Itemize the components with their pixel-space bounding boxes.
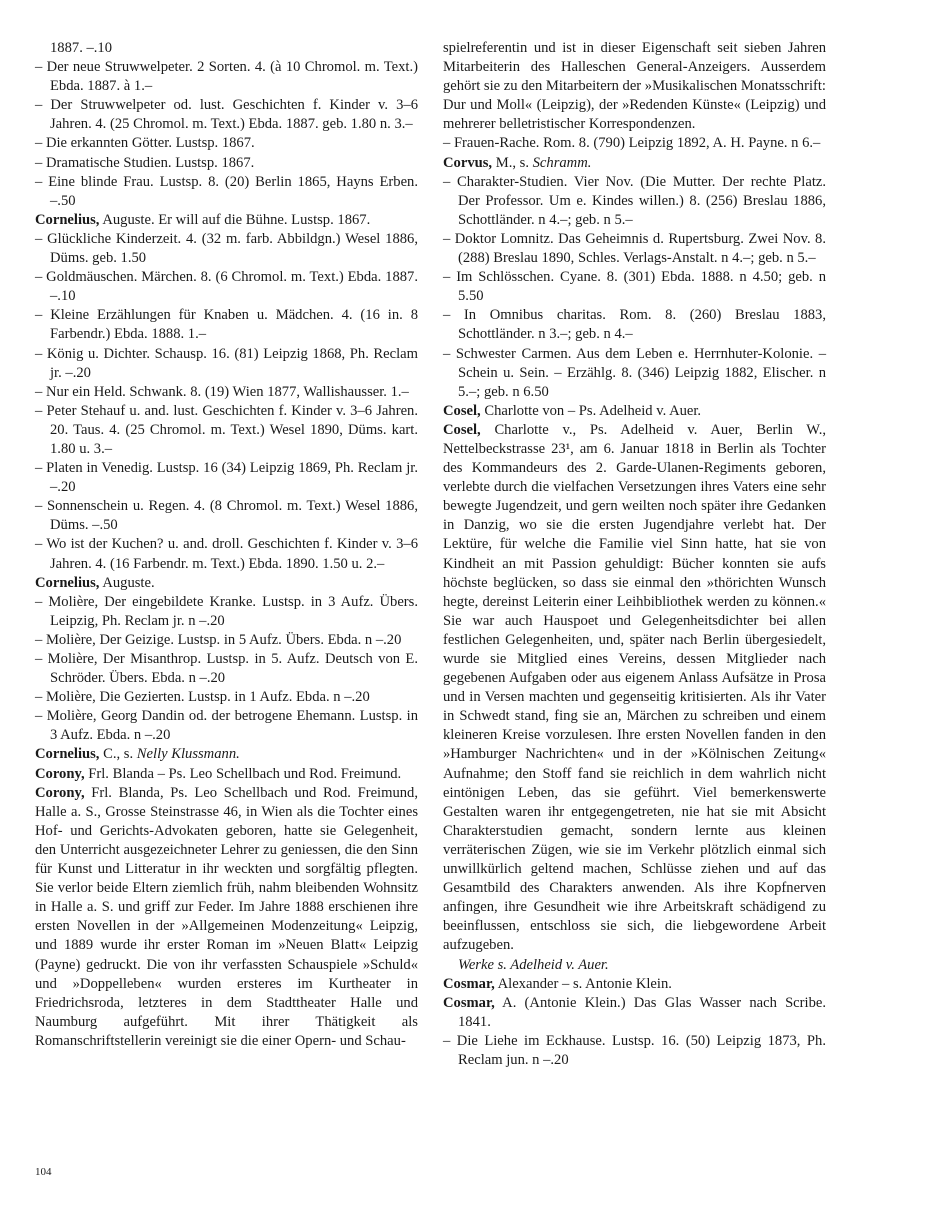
entry-text: – Eine blinde Frau. Lustsp. 8. (20) Berlin 1865, Hayns Erben. –.50 <box>35 173 418 209</box>
entry-name: Corony, <box>35 765 85 782</box>
entry-heading-paragraph <box>35 745 418 764</box>
entry-line <box>35 402 418 459</box>
entry-line <box>35 535 418 573</box>
entry-line <box>35 593 418 631</box>
entry-name: Cornelius, <box>35 574 100 591</box>
entry-text: Charlotte von – Ps. Adelheid v. Auer. <box>484 402 702 419</box>
entry-text: – Der neue Struwwelpeter. 2 Sorten. 4. (à 10 Chromol. m. Text.) Ebda. 1887. à 1.– <box>35 59 418 95</box>
entry-reference: Werke s. Adelheid v. Auer. <box>458 956 609 973</box>
entry-text: – Molière, Georg Dandin od. der betrogene Ehemann. Lustsp. in 3 Aufz. Ebda. n –.20 <box>35 708 418 744</box>
entry-name: Corvus, <box>443 154 493 171</box>
entry-line <box>443 39 826 134</box>
entry-line <box>35 306 418 344</box>
entry-text: – Die erkannten Götter. Lustsp. 1867. <box>35 135 255 152</box>
entry-text: Frl. Blanda, Ps. Leo Schellbach und Rod. Freimund, Halle a. S., Grosse Steinstrasse 46, in Wien als die Tochter eines Hof- und Gerichts-Advokaten geboren, hatte sie Gelegenheit, den Unterricht ausgezeichneter Lehrer zu geniessen, die den Sinn für Kunst und Litteratur in ihr weckten und sorgfältig pflegten. Sie verlor beide Eltern ziemlich früh, nahm bleibenden Wohnsitz in Halle a. S. und griff zur Feder. Im Jahre 1888 erschienen ihre ersten Novellen in der »Allgemeinen Modenzeitung« Leipzig, und 1889 wurde ihr erster Roman im »Neuen Blatt« Leipzig (Payne) gedruckt. Die von ihr verfassten Schauspiele »Schuld« und »Doppelleben« wurden ersteres im Kurtheater in Friedrichsroda, letzteres in dem Stadttheater Halle und Naumburg aufgeführt. Mit ihrer Thätigkeit als Romanschriftstellerin vereinigt sie die einer Opern- und Schau- <box>35 784 418 1049</box>
entry-line <box>443 1032 826 1070</box>
entry-text: – In Omnibus charitas. Rom. 8. (260) Breslau 1883, Schottländer. n 3.–; geb. n 4.– <box>443 307 826 343</box>
entry-heading-paragraph <box>443 154 826 173</box>
entry-text: Frl. Blanda – Ps. Leo Schellbach und Rod. Freimund. <box>88 765 402 782</box>
entry-text: – Frauen-Rache. Rom. 8. (790) Leipzig 1892, A. H. Payne. n 6.– <box>443 135 821 152</box>
entry-heading-paragraph <box>443 994 826 1032</box>
entry-line <box>35 58 418 96</box>
entry-line <box>443 173 826 230</box>
entry-text: – Dramatische Studien. Lustsp. 1867. <box>35 154 255 171</box>
entry-line <box>35 96 418 134</box>
right-column <box>443 39 826 1070</box>
entry-text: A. (Antonie Klein.) Das Glas Wasser nach Scribe. 1841. <box>458 994 827 1030</box>
entry-reference: Nelly Klussmann. <box>136 746 240 763</box>
entry-text: – Molière, Der Misanthrop. Lustsp. in 5. Aufz. Deutsch von E. Schröder. Übers. Ebda. n –.20 <box>35 651 418 687</box>
entry-line <box>35 497 418 535</box>
entry-text: – Doktor Lomnitz. Das Geheimnis d. Rupertsburg. Zwei Nov. 8. (288) Breslau 1890, Schles. Verlags-Anstalt. n 4.–; geb. n 5.– <box>443 230 826 267</box>
entry-text: C., s. <box>103 746 134 763</box>
entry-text: Alexander – s. Antonie Klein. <box>497 975 672 992</box>
entry-heading-paragraph <box>443 402 826 421</box>
entry-text: – Wo ist der Kuchen? u. and. droll. Geschichten f. Kinder v. 3–6 Jahren. 4. (16 Farbendr. m. Text.) Ebda. 1890. 1.50 u. 2.– <box>35 536 418 572</box>
entry-text: 1887. –.10 <box>50 40 113 56</box>
entry-name: Cosel, <box>443 421 481 438</box>
entry-line <box>35 631 418 650</box>
left-column <box>35 39 418 1051</box>
entry-text: M., s. <box>495 154 529 171</box>
entry-line <box>35 707 418 745</box>
entry-text: – Nur ein Held. Schwank. 8. (19) Wien 1877, Wallishausser. 1.– <box>35 383 409 400</box>
entry-text: Auguste. Er will auf die Bühne. Lustsp. 1867. <box>102 211 371 228</box>
entry-text: – Sonnenschein u. Regen. 4. (8 Chromol. m. Text.) Wesel 1886, Düms. –.50 <box>35 498 418 534</box>
entry-line <box>35 650 418 688</box>
entry-line <box>35 154 418 173</box>
page-number: 104 <box>35 1166 52 1178</box>
entry-name: Corony, <box>35 784 85 801</box>
entry-heading-paragraph <box>443 421 826 956</box>
entry-line <box>35 173 418 211</box>
entry-text: – Der Struwwelpeter od. lust. Geschichten f. Kinder v. 3–6 Jahren. 4. (25 Chromol. m. Text.) Ebda. 1887. geb. 1.80 n. 3.– <box>35 97 418 133</box>
entry-text: – Die Liehe im Eckhause. Lustsp. 16. (50) Leipzig 1873, Ph. Reclam jun. n –.20 <box>443 1032 826 1068</box>
entry-line <box>443 268 826 306</box>
entry-text: spielreferentin und ist in dieser Eigenschaft seit sieben Jahren Mitarbeiterin des Halleschen General-Anzeigers. Ausserdem gehört sie zu den Mitarbeitern der »Musikalischen Monatsschrift: Dur und Moll« (Leipzig), der »Redenden Künste« (Leipzig) und mehrerer belletristischer Korrespondenzen. <box>443 40 826 133</box>
entry-text: – Charakter-Studien. Vier Nov. (Die Mutter. Der rechte Platz. Der Professor. Um e. Kindes willen.) 8. (256) Breslau 1886, Schottländer. n 4.–; geb. n 5.– <box>443 173 826 228</box>
entry-reference: Schramm. <box>532 154 592 171</box>
entry-line <box>35 230 418 268</box>
entry-name: Cosmar, <box>443 994 495 1011</box>
entry-line <box>443 956 826 975</box>
entry-text: Auguste. <box>102 574 155 591</box>
entry-line <box>443 345 826 402</box>
entry-heading-paragraph <box>35 765 418 784</box>
entry-line <box>35 39 418 58</box>
entry-text: – König u. Dichter. Schausp. 16. (81) Leipzig 1868, Ph. Reclam jr. –.20 <box>35 345 418 381</box>
entry-name: Cornelius, <box>35 746 100 763</box>
entry-name: Cosmar, <box>443 975 495 992</box>
entry-line <box>35 459 418 497</box>
entry-heading-paragraph <box>35 784 418 1051</box>
entry-line <box>443 134 826 153</box>
entry-line <box>443 230 826 268</box>
entry-line <box>35 268 418 306</box>
entry-text: – Glückliche Kinderzeit. 4. (32 m. farb. Abbildgn.) Wesel 1886, Düms. geb. 1.50 <box>35 230 418 267</box>
entry-name: Cosel, <box>443 402 481 419</box>
entry-text: Charlotte v., Ps. Adelheid v. Auer, Berlin W., Nettelbeckstrasse 23¹, am 6. Januar 1818 in Berlin als Tochter des Kommandeurs des 2. Garde-Ulanen-Regiments geboren, verlebte durch die vielfachen Versetzungen ihres Vaters eine sehr bewegte Jugendzeit, und gern weilten noch später ihre Gedanken in Danzig, wo sie die ersten Jugendjahre verlebt hat. Der Lektüre, für welche die Familie viel Sinn hatte, hat sie von Kindheit an mit Passion gehuldigt: Bücher konnten sie aufs höchste beglücken, so dass sie einmal den »thörichten Wunsch hegte, dereinst Leiterin einer Leihbibliothek werden zu können.« Sie war auch Hauspoet und Gelegenheitsdichter bei allen festlichen Gelegenheiten, und, später nach Berlin übergesiedelt, wurde sie Mitglied eines Vereins, dessen Mitglieder nach gegebenen Aufgaben oder aus eigenem Anlass Aufsätze in Prosa und in Versen machten und gegenseitig kritisierten. Als ihr Vater in Schwedt stand, fing sie an, Märchen zu schreiben und einem kleineren Kreise vorzulesen. Ihre ersten Novellen fanden in den »Hamburger Nachrichten« und in der »Kölnischen Zeitung« Aufnahme; den Stoff fand sie reichlich in dem wahrlich nicht eintönigen Leben, das sie geführt. Viel bemerkenswerte Gestalten waren ihr entgegengetreten, nie hat sie mit Absicht Charakterstudien gemacht, sondern lernte aus kleinen verräterischen Zügen, wie sie im Verkehr plötzlich einmal sich unwillkürlich geltend machen, Schlüsse ziehen und auf das Gesamtbild des Charakters anwenden. Als ihre Kopfnerven anfingen, ihre Gesundheit wie ihre Arbeitskraft schädigend zu beeinflussen, entschloss sie sich, die liebgewordene Arbeit aufzugeben. <box>443 421 826 954</box>
entry-text: – Molière, Der Geizige. Lustsp. in 5 Aufz. Übers. Ebda. n –.20 <box>35 631 402 648</box>
entry-line <box>35 688 418 707</box>
entry-text: – Im Schlösschen. Cyane. 8. (301) Ebda. 1888. n 4.50; geb. n 5.50 <box>443 269 826 305</box>
entry-heading-paragraph <box>35 574 418 593</box>
entry-heading-paragraph <box>443 975 826 994</box>
entry-text: – Peter Stehauf u. and. lust. Geschichten f. Kinder v. 3–6 Jahren. 20. Taus. 4. (25 Chromol. m. Text.) Wesel 1890, Düms. kart. 1.80 u. 3.– <box>35 402 418 457</box>
entry-text: – Schwester Carmen. Aus dem Leben e. Herrnhuter-Kolonie. – Schein u. Sein. – Erzählg. 8. (346) Leipzig 1882, Elischer. n 5.–; geb. n 6.50 <box>443 345 826 400</box>
entry-text: – Goldmäuschen. Märchen. 8. (6 Chromol. m. Text.) Ebda. 1887. –.10 <box>35 269 418 305</box>
entry-line <box>35 383 418 402</box>
entry-line <box>443 306 826 344</box>
entry-text: – Kleine Erzählungen für Knaben u. Mädchen. 4. (16 in. 8 Farbendr.) Ebda. 1888. 1.– <box>35 307 418 343</box>
entry-text: – Molière, Die Gezierten. Lustsp. in 1 Aufz. Ebda. n –.20 <box>35 689 370 706</box>
entry-line <box>35 345 418 383</box>
entry-name: Cornelius, <box>35 211 100 228</box>
entry-text: – Molière, Der eingebildete Kranke. Lustsp. in 3 Aufz. Übers. Leipzig, Ph. Reclam jr. n –.20 <box>35 593 418 629</box>
entry-text: – Platen in Venedig. Lustsp. 16 (34) Leipzig 1869, Ph. Reclam jr. –.20 <box>35 460 418 496</box>
entry-heading-paragraph <box>35 211 418 230</box>
entry-line <box>35 134 418 153</box>
